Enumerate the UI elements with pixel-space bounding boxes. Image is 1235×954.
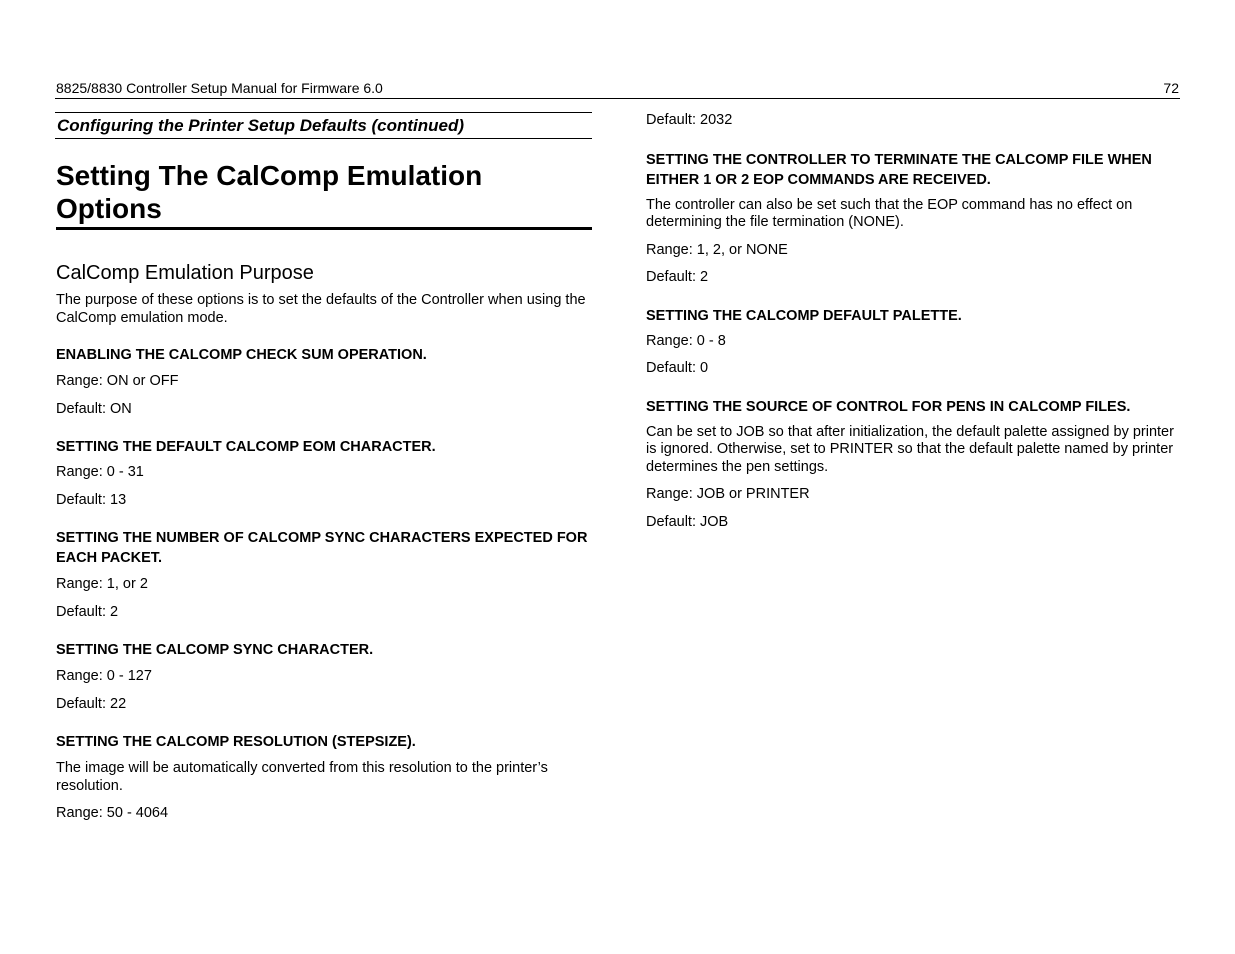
page-number: 72 (1163, 80, 1179, 96)
right-column (645, 112, 1175, 531)
manual-title: 8825/8830 Controller Setup Manual for Firmware 6.0 (56, 80, 383, 96)
eom-range: Range: 0 - 31 (56, 464, 144, 480)
sync-count-heading: SETTING THE NUMBER OF CALCOMP SYNC CHARACTERS EXPECTED FOR EACH PACKET. (56, 530, 588, 566)
sync-char-default: Default: 22 (56, 695, 127, 712)
terminate-range: Range: 1, 2, or NONE (646, 241, 788, 258)
pens-text: Can be set to JOB so that after initialization, the default palette assigned by printer is ignored. Otherwise, set to PRINTER so that the default palette named by printer determines the pen settings. (646, 423, 1174, 475)
pens-heading: SETTING THE SOURCE OF CONTROL FOR PENS IN CALCOMP FILES. (646, 398, 1131, 415)
palette-range: Range: 0 - 8 (646, 332, 726, 349)
palette-heading: SETTING THE CALCOMP DEFAULT PALETTE. (646, 307, 962, 324)
checksum-default: Default: ON (56, 400, 132, 417)
resolution-default: Default: 2032 (646, 112, 733, 128)
terminate-heading: SETTING THE CONTROLLER TO TERMINATE THE CALCOMP FILE WHEN EITHER 1 OR 2 EOP COMMANDS ARE RECEIVED. (646, 151, 1152, 188)
subheading: CalComp Emulation Purpose (56, 262, 314, 284)
eom-heading: SETTING THE DEFAULT CALCOMP EOM CHARACTER. (56, 439, 436, 455)
sync-count-range: Range: 1, or 2 (56, 576, 148, 592)
resolution-text: The image will be automatically converted from this resolution to the printer’s resolution. (56, 760, 548, 794)
intro-text: The purpose of these options is to set the defaults of the Controller when using the CalComp emulation mode. (56, 292, 586, 326)
sync-char-heading: SETTING THE CALCOMP SYNC CHARACTER. (56, 642, 374, 658)
page-title: Setting The CalComp Emulation Options (56, 159, 592, 230)
terminate-default: Default: 2 (646, 269, 709, 285)
resolution-heading: SETTING THE CALCOMP RESOLUTION (STEPSIZE). (56, 734, 416, 750)
terminate-text: The controller can also be set such that the EOP command has no effect on determining the file termination (NONE). (646, 196, 1133, 230)
resolution-range: Range: 50 - 4064 (56, 805, 169, 821)
sync-char-range: Range: 0 - 127 (56, 668, 152, 684)
pens-range: Range: JOB or PRINTER (646, 486, 810, 502)
sync-count-default: Default: 2 (56, 603, 119, 620)
pens-default: Default: JOB (646, 513, 729, 530)
left-column (55, 112, 592, 823)
checksum-heading: ENABLING THE CALCOMP CHECK SUM OPERATION. (56, 347, 427, 363)
palette-default: Default: 0 (646, 360, 709, 376)
page-header (55, 79, 1180, 99)
section-label: Configuring the Printer Setup Defaults (continued) (55, 112, 592, 139)
checksum-range: Range: ON or OFF (56, 373, 179, 389)
eom-default: Default: 13 (56, 491, 127, 508)
